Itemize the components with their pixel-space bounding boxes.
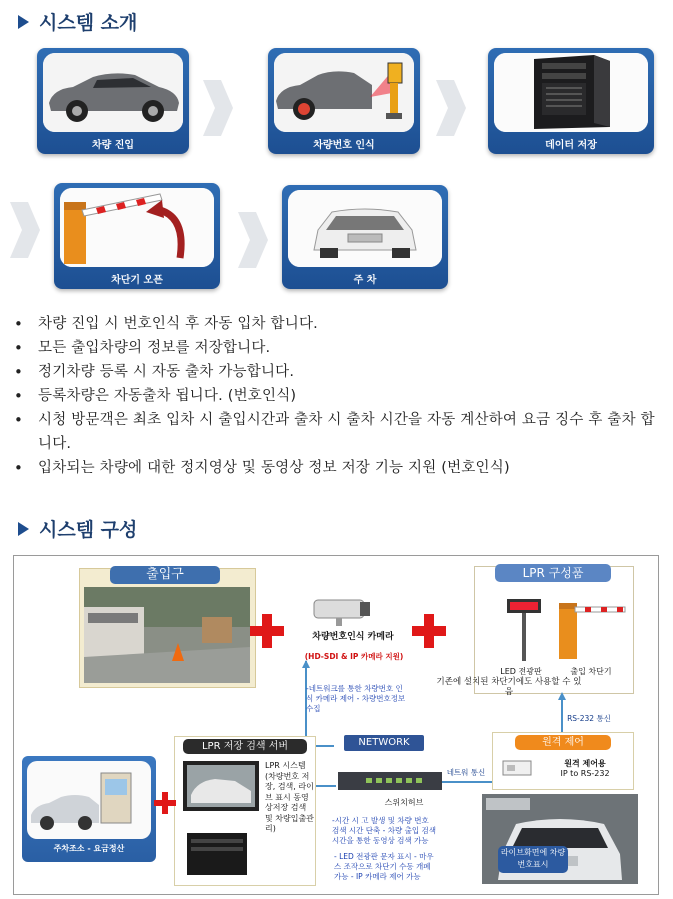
lpr-system-desc: LPR 시스템 (차량번호 저장, 검색, 라이브 표시 동영상저장 검색 및 차량입출관리) xyxy=(265,761,314,833)
server-tower-icon xyxy=(494,53,648,132)
step-label: 차량 진입 xyxy=(91,140,135,151)
car-front-icon xyxy=(288,190,442,267)
chevron-right-icon xyxy=(201,78,235,138)
network-notes: -네트워크를 통한 차량번호 인식 카메라 제어 - 차량번호정보 수집 xyxy=(306,684,406,713)
step-label: 주 차 xyxy=(353,275,377,286)
car-side-icon xyxy=(43,53,183,132)
camera-title: 차량번호인식 카메라 xyxy=(312,632,394,642)
step-card-data-storage xyxy=(488,48,654,154)
net-comm-label: 네트워 통신 xyxy=(446,768,486,777)
barrier-gate-icon xyxy=(60,188,214,267)
feature-list xyxy=(14,312,664,480)
plus-icon xyxy=(154,792,176,814)
list-item: • 등록차량은 자동출차 됩니다. (번호인식) xyxy=(14,384,664,408)
booth-label: 주차조소 - 요금정산 xyxy=(53,844,125,853)
rs232-label: RS-232 통신 xyxy=(567,714,611,723)
step-card-car-entry xyxy=(37,48,189,154)
toll-booth-icon xyxy=(27,761,151,839)
step-card-parking xyxy=(282,185,448,289)
section-title-text: 시스템 구성 xyxy=(39,519,138,541)
step-card-barrier-open xyxy=(54,183,220,289)
ip-rs232-label: IP to RS-232 xyxy=(560,769,610,778)
step-label: 데이터 저장 xyxy=(545,140,597,151)
list-item: • 모든 출입차량의 정보를 저장합니다. xyxy=(14,336,664,360)
list-item: • 입차되는 차량에 대한 정지영상 및 동영상 정보 저장 기능 지원 (번호인식) xyxy=(14,456,664,480)
section-title-text: 시스템 소개 xyxy=(39,12,138,34)
lpr-server-label: LPR 저장 검색 서버 xyxy=(183,739,307,754)
section-title-intro xyxy=(18,8,137,35)
triangle-bullet-icon xyxy=(18,15,29,29)
plate-reader-icon xyxy=(274,53,414,132)
system-diagram xyxy=(13,555,659,895)
lpr-parts-label: LPR 구성품 xyxy=(495,564,611,582)
network-label: NETWORK xyxy=(344,735,424,751)
step-label: 차단기 오픈 xyxy=(111,275,163,286)
step-label: 차량번호 인식 xyxy=(313,140,375,151)
monitor-icon xyxy=(181,759,261,815)
led-notes: - LED 전광판 문자 표시 - 마우스 조작으로 차단기 수동 개폐 가능 - IP 카메라 제어 가능 xyxy=(334,852,434,881)
live-view-panel xyxy=(482,794,638,884)
entrance-label: 출입구 xyxy=(110,566,220,584)
live-display-label: 라이브화면에 차량번호표시 xyxy=(498,846,568,873)
list-item: • 정기차량 등록 시 자동 출차 가능합니다. xyxy=(14,360,664,384)
section-title-config xyxy=(18,515,137,542)
camera-subtitle: (HD-SDI & IP 카메라 지원) xyxy=(304,652,404,661)
step-card-plate-recognition xyxy=(268,48,420,154)
booth-card xyxy=(22,756,156,862)
switch-hub-label: 스위치허브 xyxy=(384,798,424,807)
chevron-right-icon xyxy=(434,78,468,138)
list-item: • 차량 진입 시 번호인식 후 자동 입차 합니다. xyxy=(14,312,664,336)
remote-label: 원격 제어 xyxy=(515,735,611,750)
exit-gate-label: 출입 차단기 xyxy=(570,667,612,676)
remote-module-label: 원격 제어용 xyxy=(564,759,606,768)
existing-gate-note: 기존에 설치된 차단기에도 사용할 수 있음 xyxy=(436,677,582,697)
lpr-server-panel xyxy=(174,736,316,886)
chevron-right-icon xyxy=(8,200,42,260)
list-item: • 시청 방문객은 최초 입차 시 출입시간과 출차 시 출차 시간을 자동 계산하여 요금 징수 후 출차 합니다. xyxy=(14,408,664,456)
search-notes: -시간 시 고 발생 및 차량 번호 검색 시간 단축 - 차량 출입 검색 시간을 통한 동영상 검색 가능 xyxy=(332,816,436,845)
triangle-bullet-icon xyxy=(18,522,29,536)
chevron-right-icon xyxy=(236,210,270,270)
server-box-icon xyxy=(185,831,249,877)
led-board-label: LED 전광판 xyxy=(500,667,542,676)
